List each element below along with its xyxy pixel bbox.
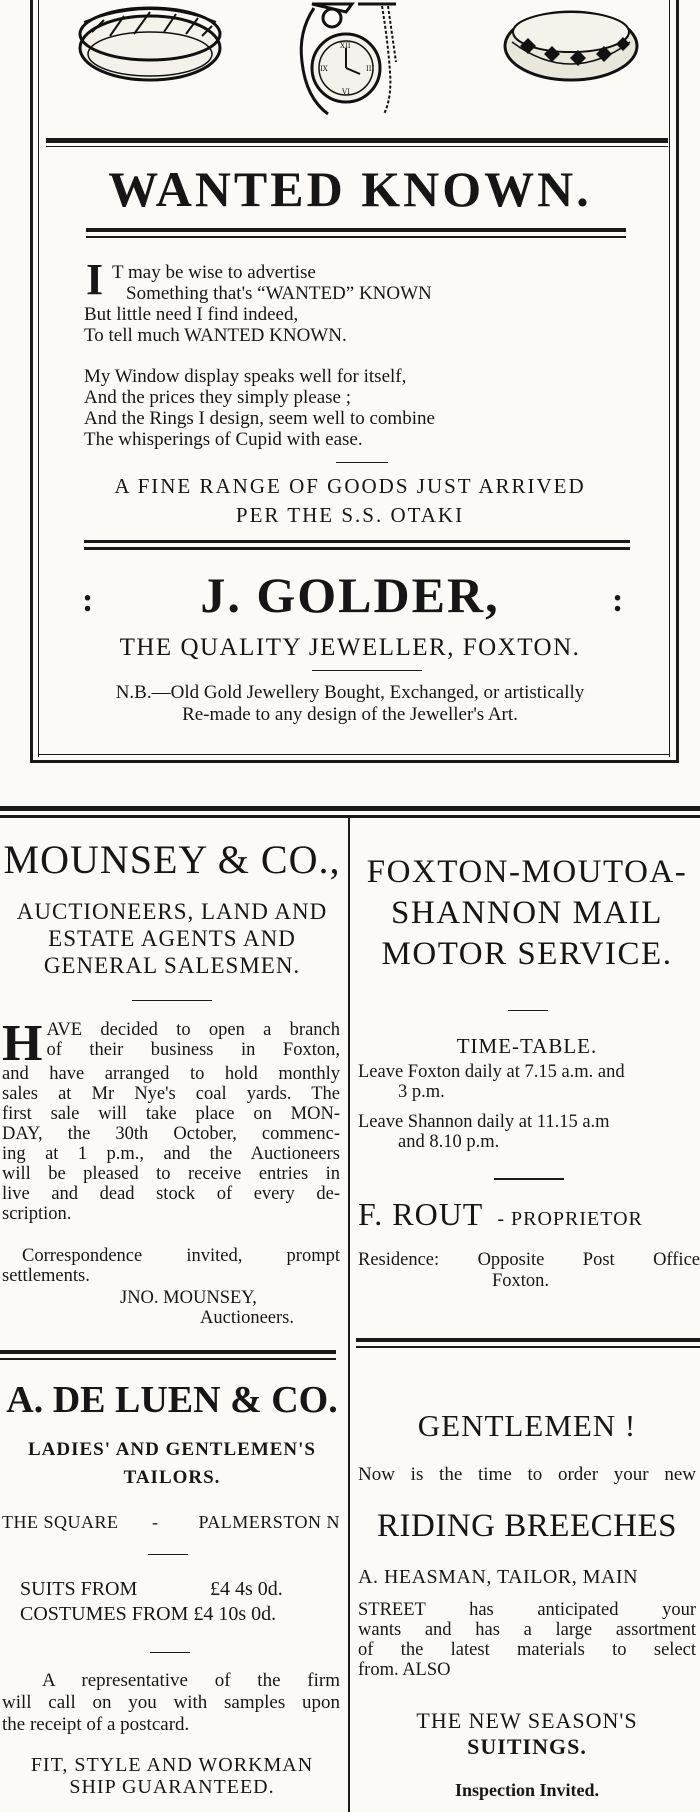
mounsey-drop-cap: H [2, 1015, 43, 1072]
signature-line: JNO. MOUNSEY, [120, 1288, 257, 1308]
poem-line: The whisperings of Cupid with ease. [84, 429, 363, 450]
timetable-line: and 8.10 p.m. [398, 1132, 500, 1152]
name-colon-left: : [82, 582, 94, 619]
costumes-price: COSTUMES FROM £4 10s 0d. [20, 1603, 277, 1625]
guarantee-line: FIT, STYLE AND WORKMAN [30, 1754, 314, 1776]
timetable-foxton [358, 1062, 700, 1102]
poem-line: And the prices they simply please ; [84, 387, 351, 408]
season-line: SUITINGS. [467, 1734, 587, 1759]
heasman-body [358, 1600, 696, 1680]
proprietor-label: - PROPRIETOR [497, 1208, 643, 1230]
nb-line: Re-made to any design of the Jeweller's Art. [182, 704, 518, 725]
deluen-subtitle [0, 1436, 344, 1492]
proprietor [358, 1196, 700, 1233]
svg-text:XII: XII [340, 42, 351, 50]
subtitle-line: LADIES' AND GENTLEMEN'S [27, 1439, 316, 1460]
body-line: of the latest materials to select [358, 1640, 696, 1660]
name-colon-right: : [612, 582, 624, 619]
wanted-known-heading: WANTED KNOWN. [108, 161, 592, 217]
poem-line: Something that's “WANTED” KNOWN [126, 283, 432, 304]
address-left: THE SQUARE [2, 1512, 119, 1532]
poem-line: To tell much WANTED KNOWN. [84, 325, 347, 346]
subtitle-line: ESTATE AGENTS AND [48, 926, 296, 951]
gold-ring-icon [74, 2, 226, 84]
new-season [354, 1708, 700, 1760]
jewelled-ring-icon [500, 2, 642, 86]
title-line: MOTOR SERVICE. [381, 936, 673, 972]
jeweller-tagline: THE QUALITY JEWELLER, FOXTON. [119, 634, 581, 661]
riding-breeches: RIDING BREECHES [377, 1508, 677, 1544]
deluen-guarantee [0, 1754, 344, 1798]
subtitle-line: TAILORS. [123, 1467, 221, 1488]
order-line: Now is the time to order your new [358, 1464, 696, 1485]
deluen-name: A. DE LUEN & CO. [6, 1379, 338, 1421]
timetable-heading: TIME-TABLE. [456, 1034, 598, 1058]
mail-title [354, 852, 700, 975]
body-line: first sale will take place on MON- [2, 1104, 340, 1124]
poem-line: My Window display speaks well for itself, [84, 366, 407, 387]
signature-line: Auctioneers. [200, 1308, 295, 1328]
body-line: will be pleased to receive entries in [2, 1164, 340, 1184]
arrival-line: PER THE S.S. OTAKI [235, 503, 465, 527]
gentlemen-heading: GENTLEMEN ! [417, 1408, 637, 1443]
timetable-line: Leave Shannon daily at 11.15 a.m [358, 1112, 610, 1132]
svg-text:VI: VI [342, 88, 350, 96]
subtitle-line: GENERAL SALESMEN. [43, 953, 301, 978]
residence [358, 1250, 700, 1292]
address-separator: - [152, 1512, 159, 1532]
season-line: THE NEW SEASON'S [416, 1708, 638, 1733]
body-line: sales at Mr Nye's coal yards. The [2, 1084, 340, 1104]
timetable-shannon [358, 1112, 700, 1152]
poem [84, 255, 564, 346]
body-line: STREET has anticipated your [358, 1600, 696, 1620]
title-line: SHANNON MAIL [391, 895, 663, 931]
mounsey-signature [120, 1288, 294, 1328]
address-right: PALMERSTON N [198, 1512, 340, 1532]
tailor-name: A. HEASMAN, TAILOR, MAIN [358, 1566, 639, 1588]
poem-line: But little need I find indeed, [84, 304, 299, 325]
body-line: of their business in Foxton, [46, 1040, 340, 1060]
body-line: Correspondence invited, prompt [22, 1246, 340, 1266]
body-line: A representative of the firm [42, 1670, 340, 1691]
body-line: live and dead stock of every de- [2, 1184, 340, 1204]
body-line: ing at 1 p.m., and the Auctioneers [2, 1144, 340, 1164]
deluen-rep [2, 1670, 340, 1736]
poem-drop-cap: I [86, 255, 104, 304]
arrival-line: A FINE RANGE OF GOODS JUST ARRIVED [114, 474, 586, 498]
body-line: the receipt of a postcard. [2, 1714, 190, 1735]
body-line: AVE decided to open a branch [46, 1020, 340, 1040]
residence-line: Foxton. [492, 1271, 550, 1291]
body-line: from. ALSO [358, 1660, 451, 1680]
suits-label: SUITS FROM [20, 1578, 138, 1600]
inspection-invited: Inspection Invited. [454, 1780, 600, 1800]
poem-stanza [84, 366, 564, 450]
svg-text:III: III [366, 65, 375, 73]
mounsey-body [2, 1015, 340, 1224]
suits-price: £4 4s 0d. [210, 1578, 283, 1600]
deluen-address [2, 1512, 340, 1533]
body-line: settlements. [2, 1266, 90, 1286]
guarantee-line: SHIP GUARANTEED. [69, 1776, 275, 1798]
mounsey-name: MOUNSEY & CO., [3, 837, 341, 882]
timetable-line: 3 p.m. [398, 1082, 445, 1102]
poem-line: And the Rings I design, seem well to combine [84, 408, 435, 429]
body-line: will call on you with samples upon [2, 1692, 340, 1713]
deluen-prices [20, 1577, 340, 1627]
residence-line: Residence: Opposite Post Office [358, 1250, 700, 1270]
mounsey-correspondence [2, 1246, 340, 1286]
jeweller-name: J. GOLDER, [200, 567, 500, 623]
mounsey-subtitle [0, 898, 344, 979]
nb-line: N.B.—Old Gold Jewellery Bought, Exchanged, or artistically [115, 682, 585, 703]
timetable-line: Leave Foxton daily at 7.15 a.m. and [358, 1062, 625, 1082]
proprietor-name: F. ROUT [358, 1196, 484, 1232]
svg-text:IX: IX [320, 65, 328, 73]
body-line: scription. [2, 1204, 72, 1224]
body-line: wants and has a large assortment [358, 1620, 696, 1640]
poem-line: T may be wise to advertise [112, 262, 316, 283]
title-line: FOXTON-MOUTOA- [366, 854, 688, 890]
pocket-watch-icon [292, 2, 416, 120]
body-line: and have arranged to hold monthly [2, 1064, 340, 1084]
body-line: DAY, the 30th October, commenc- [2, 1124, 340, 1144]
subtitle-line: AUCTIONEERS, LAND AND [16, 899, 328, 924]
